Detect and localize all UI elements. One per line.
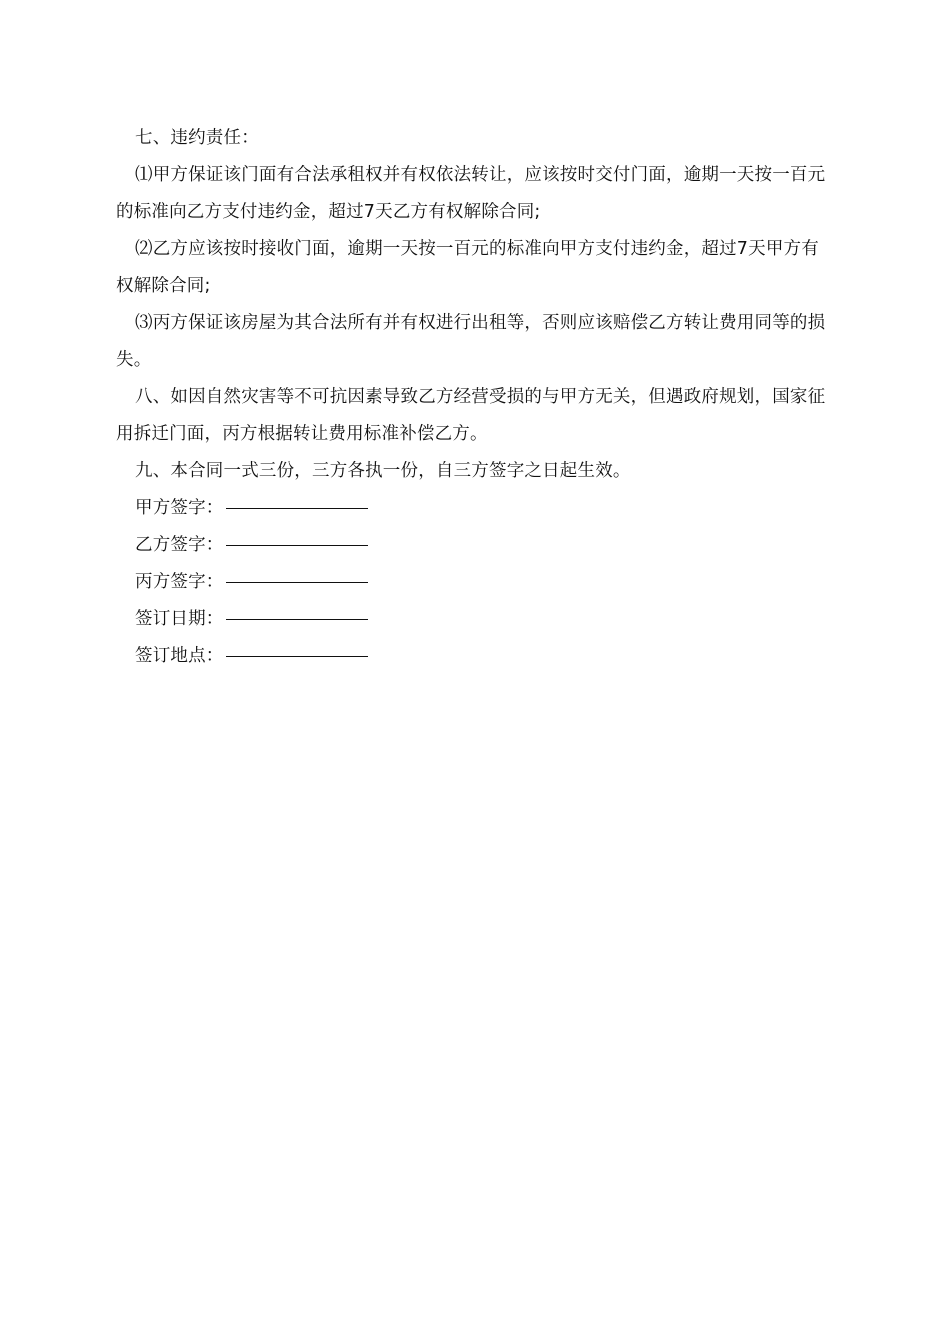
signature-party-c: [116, 564, 836, 601]
signature-party-a-blank: [226, 507, 368, 509]
signature-party-b: [116, 527, 836, 564]
signature-party-c-blank: [226, 581, 368, 583]
signature-party-b-blank: [226, 544, 368, 546]
signature-party-a-label: 甲方签字：: [135, 498, 224, 518]
signature-party-c-label: 丙方签字：: [135, 572, 224, 592]
clause-2: ⑵乙方应该按时接收门面，逾期一天按一百元的标准向甲方支付违约金，超过7天甲方有权解除合同;: [116, 239, 819, 296]
signature-party-b-label: 乙方签字：: [135, 535, 224, 555]
section-seven-heading: 七、违约责任：: [135, 128, 259, 148]
document-body: [116, 120, 836, 675]
clause-1: ⑴甲方保证该门面有合法承租权并有权依法转让，应该按时交付门面，逾期一天按一百元的标准向乙方支付违约金，超过7天乙方有权解除合同;: [116, 165, 826, 222]
clause-3: ⑶丙方保证该房屋为其合法所有并有权进行出租等，否则应该赔偿乙方转让费用同等的损失。: [116, 313, 826, 370]
sign-date-label: 签订日期：: [135, 609, 224, 629]
section-nine: 九、本合同一式三份，三方各执一份，自三方签字之日起生效。: [135, 461, 631, 481]
section-eight: 八、如因自然灾害等不可抗因素导致乙方经营受损的与甲方无关，但遇政府规划，国家征用拆迁门面，丙方根据转让费用标准补偿乙方。: [116, 387, 826, 444]
sign-date-blank: [226, 618, 368, 620]
sign-place: [116, 638, 836, 675]
sign-place-label: 签订地点：: [135, 646, 224, 666]
sign-place-blank: [226, 655, 368, 657]
signature-party-a: [116, 490, 836, 527]
sign-date: [116, 601, 836, 638]
